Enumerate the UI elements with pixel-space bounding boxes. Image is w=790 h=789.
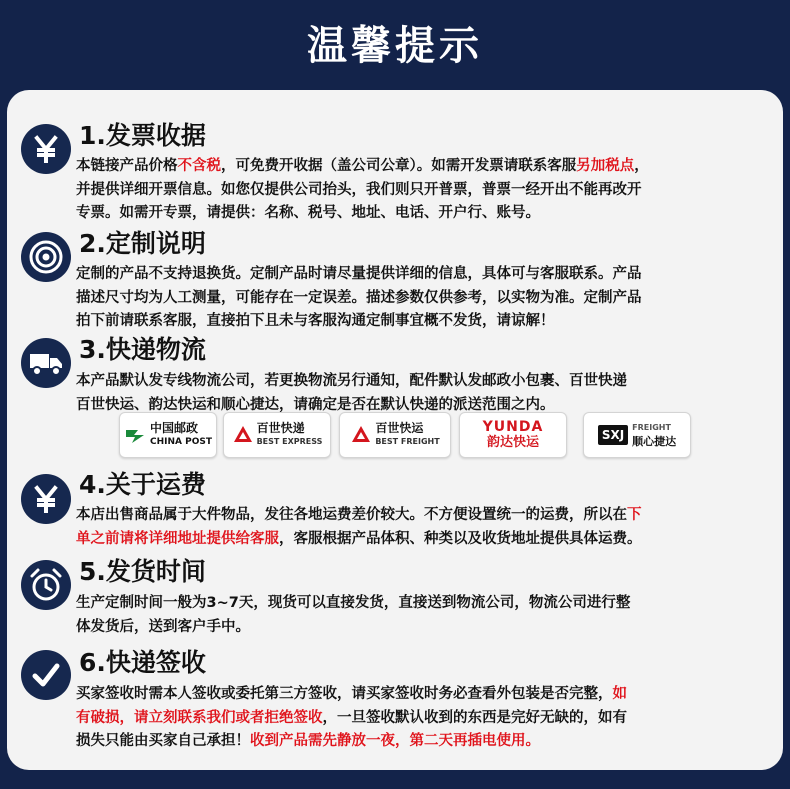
body-line: 描述尺寸均为人工测量，可能存在一定误差。描述参数仅供参考，以实物为准。定制产品 [76, 289, 642, 306]
text: 本链接产品价格 [76, 158, 178, 174]
section-body [76, 263, 776, 334]
text: 买家签收时需本人签收或委托第三方签收，请买家签收时务必查看外包装是否完整， [76, 686, 613, 702]
body-line [76, 504, 776, 528]
logo-cn: 中国邮政 [150, 421, 199, 435]
page-title: 温馨提示 [307, 23, 483, 69]
section-body [76, 370, 776, 417]
sxjd-logo [583, 412, 691, 458]
sxjd-mark: SXJ [598, 425, 628, 445]
highlight-text: 如 [612, 686, 627, 702]
logo-text [632, 421, 676, 449]
body-line: 百世快运、韵达快运和顺心捷达，请确定是否在默认快递的派送范围之内。 [76, 396, 555, 413]
text: 本店出售商品属于大件物品，发往各地运费差价较大。不方便设置统一的运费，所以在 [76, 507, 627, 523]
truck-icon [21, 338, 71, 388]
section-body [76, 155, 776, 226]
best-logo-icon [232, 424, 254, 446]
logo-en: FREIGHT [632, 423, 671, 432]
body-line: 体发货后，送到客户手中。 [76, 618, 250, 635]
body-line: 拍下前请联系客服，直接拍下且未与客服沟通定制事宜概不发货，请谅解！ [76, 313, 555, 329]
body-line: 生产定制时间一般为3~7天，现货可以直接发货，直接送到物流公司，物流公司进行整 [76, 595, 631, 611]
highlight-text: 另加税点 [576, 158, 635, 174]
text: ，客服根据产品体积、种类以及收货地址提供具体运费。 [279, 530, 642, 547]
section-body [76, 592, 776, 639]
section-heading: 4.关于运费 [79, 470, 206, 499]
china-post-emblem-icon [124, 424, 146, 446]
body-line [76, 528, 776, 552]
text: ， [634, 158, 649, 174]
alarm-clock-icon [21, 560, 71, 610]
body-line: 并提供详细开票信息。如您仅提供公司抬头，我们则只开普票，普票一经开出不能再改开 [76, 181, 642, 198]
logo-en: YUNDA [482, 419, 544, 435]
best-logo-icon [350, 424, 372, 446]
yen-icon [21, 474, 71, 524]
highlight-text: 单之前请将详细地址提供给客服 [76, 530, 279, 547]
logo-cn: 顺心捷达 [632, 435, 677, 448]
body-line [76, 707, 776, 731]
text: ，可免费开收据（盖公司公章）。如需开发票请联系客服 [221, 158, 577, 174]
logo-cn: 韵达快运 [486, 435, 539, 450]
best-freight-logo [339, 412, 451, 458]
highlight-text: 有破损，请立刻联系我们或者拒绝签收 [76, 709, 323, 726]
logo-text [375, 421, 439, 449]
body-line: 本产品默认发专线物流公司，若更换物流另行通知，配件默认发邮政小包裹、百世快递 [76, 373, 627, 389]
checkmark-icon [21, 650, 71, 700]
body-line [76, 155, 776, 179]
section-heading: 1.发票收据 [79, 121, 206, 150]
highlight-text: 不含税 [177, 158, 221, 174]
body-line [76, 683, 776, 707]
yen-icon [21, 124, 71, 174]
logo-en: BEST FREIGHT [375, 437, 440, 446]
logo-en: CHINA POST [150, 437, 212, 447]
target-icon [21, 232, 71, 282]
best-express-logo [223, 412, 331, 458]
logo-text [150, 421, 212, 449]
logo-cn: 百世快运 [375, 421, 424, 435]
text: ，一旦签收默认收到的东西是完好无缺的，如有 [322, 709, 627, 726]
section-heading: 3.快递物流 [79, 335, 206, 364]
logo-text [257, 421, 323, 449]
section-body [76, 504, 776, 551]
logo-en: BEST EXPRESS [256, 437, 323, 446]
body-line: 定制的产品不支持退换货。定制产品时请尽量提供详细的信息，具体可与客服联系。产品 [76, 266, 642, 282]
china-post-logo [119, 412, 217, 458]
text: 损失只能由买家自己承担！ [76, 733, 250, 749]
section-heading: 6.快递签收 [79, 648, 206, 677]
section-heading: 2.定制说明 [79, 229, 206, 258]
section-heading: 5.发货时间 [79, 557, 206, 586]
highlight-text: 下 [627, 507, 642, 523]
section-body [76, 683, 776, 754]
highlight-text: 收到产品需先静放一夜，第二天再插电使用。 [250, 733, 540, 749]
body-line: 专票。如需开专票，请提供：名称、税号、地址、电话、开户行、账号。 [76, 205, 540, 221]
logo-cn: 百世快递 [256, 421, 305, 435]
courier-logos [119, 412, 719, 460]
notice-card [7, 90, 783, 770]
yunda-logo [459, 412, 567, 458]
body-line [76, 730, 776, 754]
